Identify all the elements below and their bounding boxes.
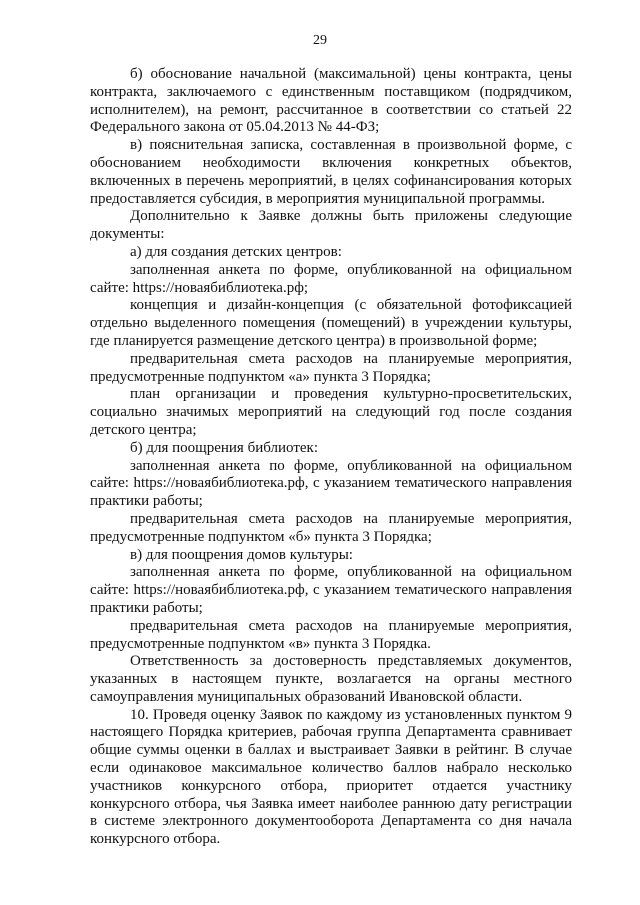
paragraph-justification-price: б) обоснование начальной (максимальной) цены контракта, цены контракта, заключаемого с единственным поставщиком (подрядчиком, исполнителем), на ремонт, рассчитанное в соответствии со статьей 22 Федерального закона от 05.04.2013 № 44-ФЗ;	[90, 66, 572, 136]
paragraph-libraries-estimate: предварительная смета расходов на планируемые мероприятия, предусмотренные подпунктом «б» пункта 3 Порядка;	[90, 510, 572, 545]
paragraph-children-centers-estimate: предварительная смета расходов на планируемые мероприятия, предусмотренные подпунктом «а» пункта 3 Порядка;	[90, 350, 572, 385]
document-body	[90, 66, 572, 849]
paragraph-culture-houses-form: заполненная анкета по форме, опубликованной на официальном сайте: https://новаябиблиотека.рф, с указанием тематического направления практики работы;	[90, 564, 572, 616]
paragraph-culture-houses-estimate: предварительная смета расходов на планируемые мероприятия, предусмотренные подпунктом «в» пункта 3 Порядка.	[90, 617, 572, 652]
page-number: 29	[313, 33, 327, 48]
paragraph-item-10: 10. Проведя оценку Заявок по каждому из установленных пунктом 9 настоящего Порядка критериев, рабочая группа Департамента сравнивает общие суммы оценки в баллах и выстраивает Заявки в рейтинг. В случае если одинаковое максимальное количество баллов набрало несколько участников конкурсного отбора, приоритет отдается участнику конкурсного отбора, чья Заявка имеет наиболее раннюю дату регистрации в системе электронного документооборота Департамента со дня начала конкурсного отбора.	[90, 706, 572, 848]
paragraph-additional-documents: Дополнительно к Заявке должны быть приложены следующие документы:	[90, 208, 572, 243]
paragraph-children-centers-form: заполненная анкета по форме, опубликованной на официальном сайте: https://новаябиблиотека.рф;	[90, 261, 572, 296]
paragraph-explanatory-note: в) пояснительная записка, составленная в произвольной форме, с обоснованием необходимости включения конкретных объектов, включенных в перечень мероприятий, в целях софинансирования которых предоставляется субсидия, в мероприятия муниципальной программы.	[90, 137, 572, 207]
paragraph-libraries-form: заполненная анкета по форме, опубликованной на официальном сайте: https://новаябиблиотека.рф, с указанием тематического направления практики работы;	[90, 457, 572, 510]
paragraph-libraries-heading: б) для поощрения библиотек:	[130, 439, 318, 456]
paragraph-culture-houses-heading: в) для поощрения домов культуры:	[130, 546, 353, 563]
paragraph-children-centers-plan: план организации и проведения культурно-просветительских, социально значимых мероприятий на следующий год после создания детского центра;	[90, 386, 572, 438]
paragraph-children-centers-concept: концепция и дизайн-концепция (с обязательной фотофиксацией отдельно выделенного помещения (помещений) в учреждении культуры, где планируется размещение детского центра) в произвольной форме;	[90, 297, 572, 349]
paragraph-responsibility: Ответственность за достоверность представляемых документов, указанных в настоящем пункте, возлагается на органы местного самоуправления муниципальных образований Ивановской области.	[90, 653, 572, 705]
paragraph-children-centers-heading: а) для создания детских центров:	[130, 243, 342, 260]
